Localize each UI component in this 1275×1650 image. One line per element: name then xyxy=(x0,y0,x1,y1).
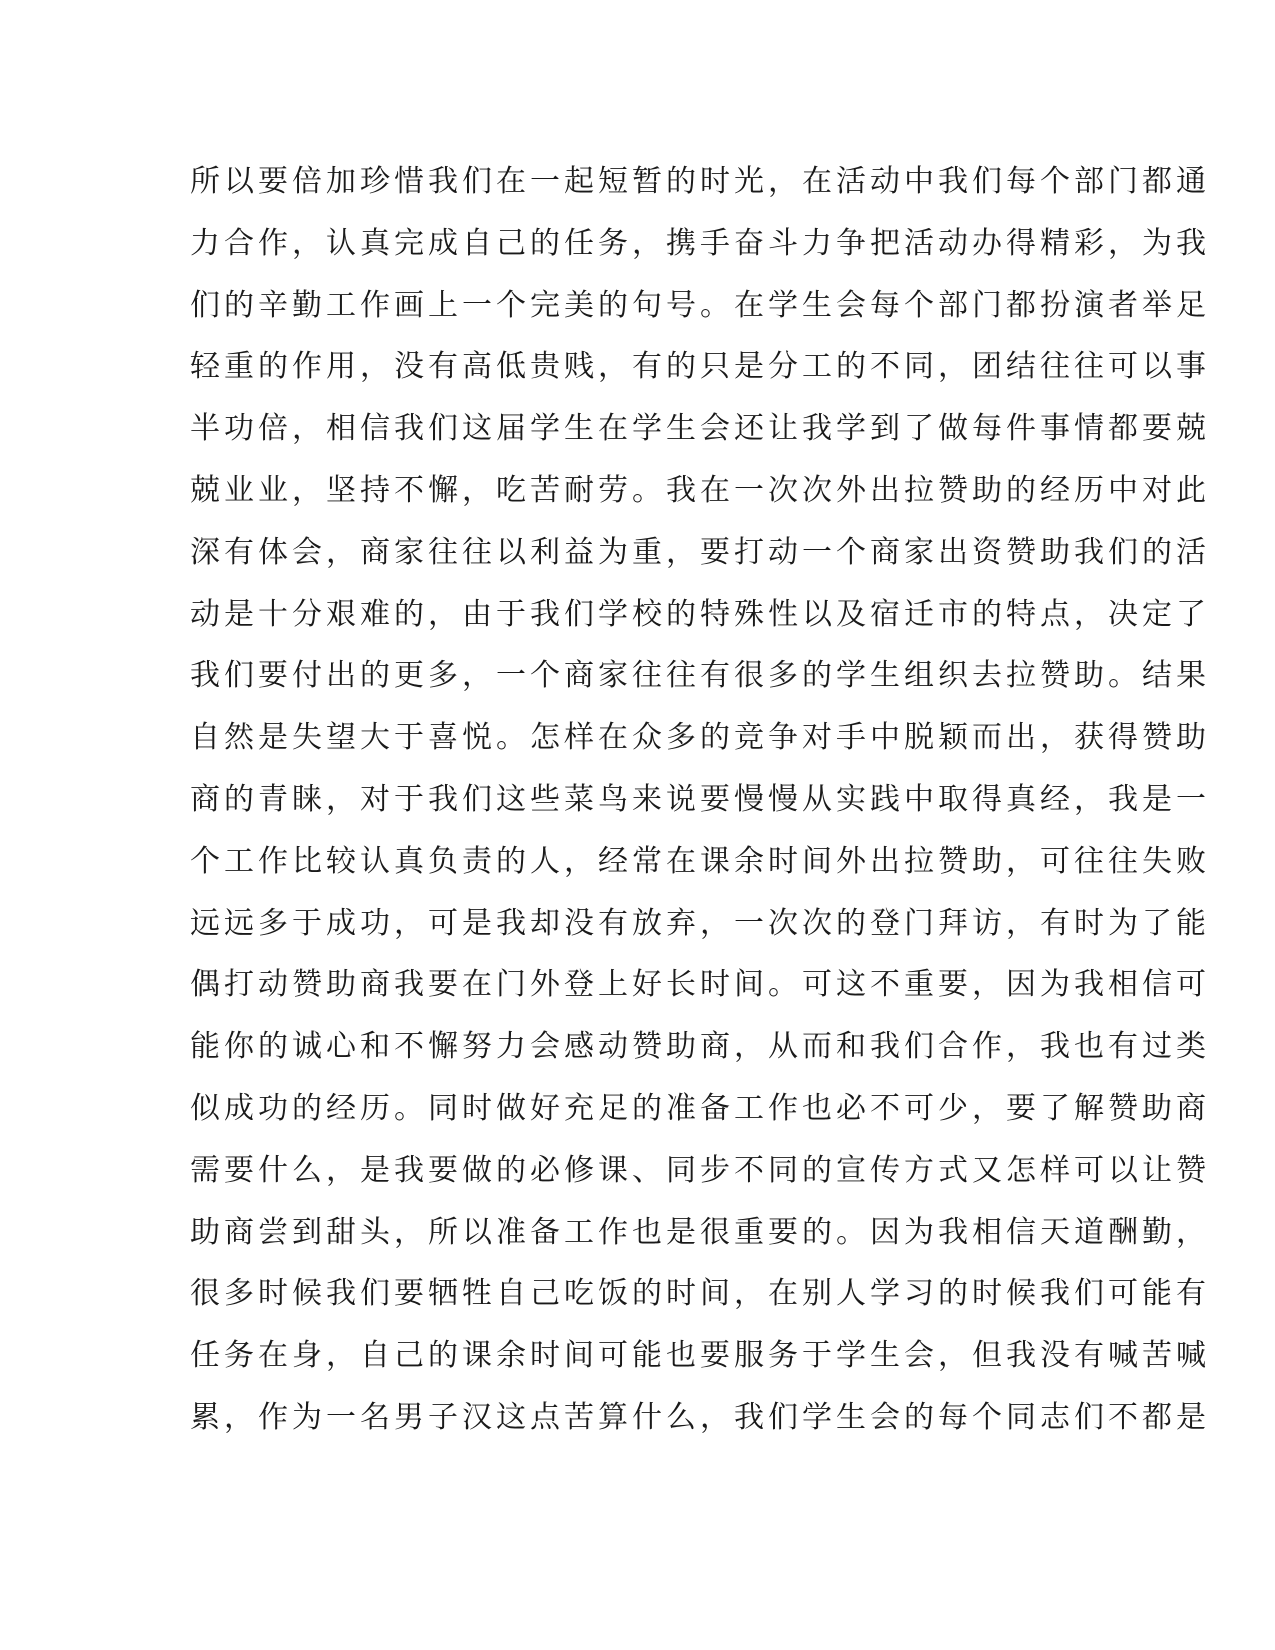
text-line: 需要什么，是我要做的必修课、同步不同的宣传方式又怎样可以让赞 xyxy=(190,1152,1210,1188)
text-line: 所以要倍加珍惜我们在一起短暂的时光，在活动中我们每个部门都通 xyxy=(190,164,1210,199)
text-line: 商的青睐，对于我们这些菜鸟来说要慢慢从实践中取得真经，我是一 xyxy=(190,781,1210,817)
text-line: 深有体会，商家往往以利益为重，要打动一个商家出资赞助我们的活 xyxy=(190,534,1210,570)
text-line: 助商尝到甜头，所以准备工作也是很重要的。因为我相信天道酬勤， xyxy=(190,1214,1210,1250)
body-text xyxy=(190,151,1210,1449)
text-line: 动是十分艰难的，由于我们学校的特殊性以及宿迁市的特点，决定了 xyxy=(190,596,1210,632)
text-line: 轻重的作用，没有高低贵贱，有的只是分工的不同，团结往往可以事 xyxy=(190,349,1210,385)
text-line: 似成功的经历。同时做好充足的准备工作也必不可少，要了解赞助商 xyxy=(190,1090,1210,1126)
text-line: 很多时候我们要牺牲自己吃饭的时间，在别人学习的时候我们可能有 xyxy=(190,1276,1210,1312)
text-line: 任务在身，自己的课余时间可能也要服务于学生会，但我没有喊苦喊 xyxy=(190,1338,1210,1374)
text-line: 们的辛勤工作画上一个完美的句号。在学生会每个部门都扮演者举足 xyxy=(190,287,1210,323)
text-line: 半功倍，相信我们这届学生在学生会还让我学到了做每件事情都要兢 xyxy=(190,411,1210,447)
text-line: 自然是失望大于喜悦。怎样在众多的竞争对手中脱颖而出，获得赞助 xyxy=(190,720,1210,756)
text-line: 个工作比较认真负责的人，经常在课余时间外出拉赞助，可往往失败 xyxy=(190,843,1210,879)
text-line: 力合作，认真完成自己的任务，携手奋斗力争把活动办得精彩，为我 xyxy=(190,225,1210,261)
text-line: 累，作为一名男子汉这点苦算什么，我们学生会的每个同志们不都是 xyxy=(190,1399,1210,1435)
text-line: 能你的诚心和不懈努力会感动赞助商，从而和我们合作，我也有过类 xyxy=(190,1029,1210,1065)
text-line: 远远多于成功，可是我却没有放弃，一次次的登门拜访，有时为了能 xyxy=(190,905,1210,941)
text-line: 我们要付出的更多，一个商家往往有很多的学生组织去拉赞助。结果 xyxy=(190,658,1210,694)
text-line: 偶打动赞助商我要在门外登上好长时间。可这不重要，因为我相信可 xyxy=(190,967,1210,1003)
text-line: 兢业业，坚持不懈，吃苦耐劳。我在一次次外出拉赞助的经历中对此 xyxy=(190,472,1210,508)
